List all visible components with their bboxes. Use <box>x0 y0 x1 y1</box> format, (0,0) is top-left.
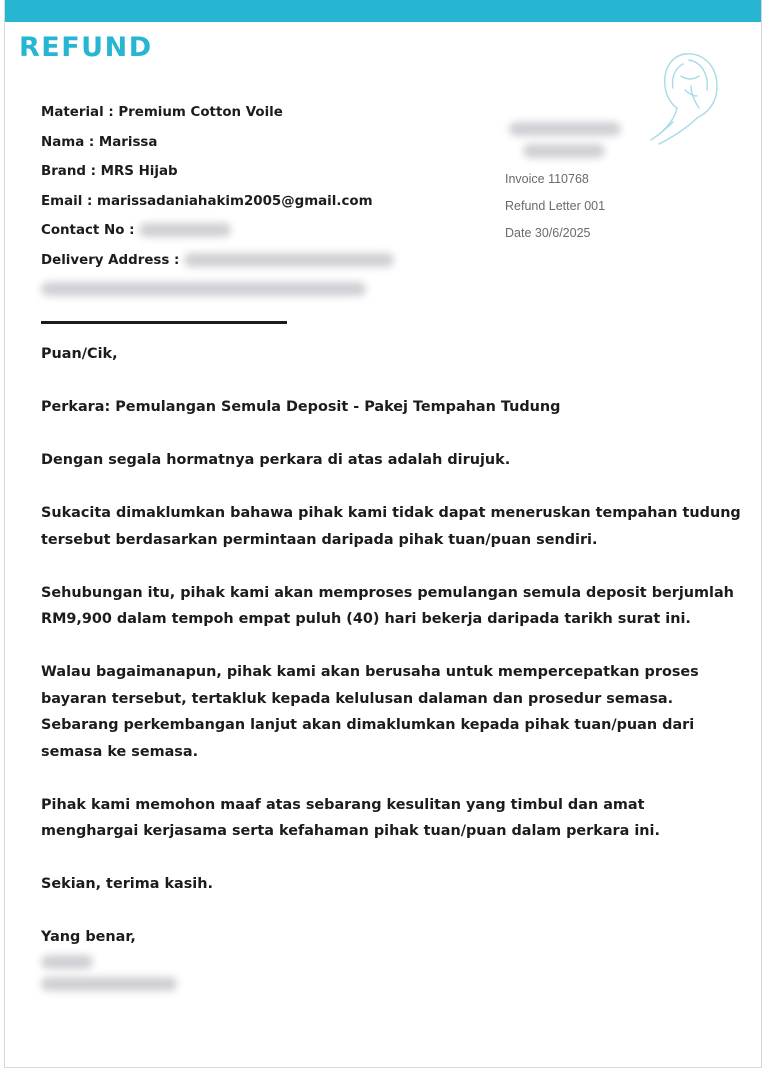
redacted-address-line-1 <box>184 253 394 267</box>
refund-letter-page <box>4 0 762 1068</box>
invoice-info <box>505 122 621 247</box>
subject-line: Perkara: Pemulangan Semula Deposit - Pakej Tempahan Tudung <box>41 399 561 415</box>
refund-letter-number: Refund Letter 001 <box>505 199 606 213</box>
address-label: Delivery Address : <box>41 252 180 268</box>
redacted-signer-name <box>41 955 93 969</box>
customer-details <box>41 98 394 305</box>
hijab-woman-line-icon <box>645 46 727 150</box>
section-divider <box>41 321 287 324</box>
salutation: Puan/Cik, <box>41 346 118 362</box>
redacted-contact-number <box>139 223 231 237</box>
brand-line: Brand : MRS Hijab <box>41 164 178 179</box>
address-line <box>41 246 394 276</box>
redacted-company-subtitle <box>523 144 605 158</box>
paragraph-5: Pihak kami memohon maaf atas sebarang kesulitan yang timbul dan amat menghargai kerjasama serta kefahaman pihak tuan/puan dalam perkara ini. <box>41 796 660 839</box>
contact-line <box>41 216 394 246</box>
name-line: Nama : Marissa <box>41 134 158 150</box>
redacted-address-line-2 <box>41 282 366 296</box>
material-line: Material : Premium Cotton Voile <box>41 105 283 120</box>
letter-body <box>41 341 741 999</box>
closing-line: Yang benar, <box>41 929 136 945</box>
invoice-number: Invoice 110768 <box>505 172 589 186</box>
address-line-2 <box>41 275 394 305</box>
redacted-company-name <box>509 122 621 136</box>
redacted-signer-title <box>41 977 177 991</box>
contact-label: Contact No : <box>41 223 135 238</box>
document-title: REFUND <box>19 32 153 63</box>
signature-block <box>41 955 741 991</box>
paragraph-3: Sehubungan itu, pihak kami akan memproses pemulangan semula deposit berjumlah RM9,900 dalam tempoh empat puluh (40) hari bekerja daripada tarikh surat ini. <box>41 584 734 627</box>
paragraph-1: Dengan segala hormatnya perkara di atas adalah dirujuk. <box>41 452 511 468</box>
paragraph-2: Sukacita dimaklumkan bahawa pihak kami tidak dapat meneruskan tempahan tudung tersebut berdasarkan permintaan daripada pihak tuan/puan sendiri. <box>41 505 741 548</box>
top-accent-bar <box>5 0 761 22</box>
email-line: Email : marissadaniahakim2005@gmail.com <box>41 193 373 209</box>
letter-date: Date 30/6/2025 <box>505 226 591 240</box>
thanks-line: Sekian, terima kasih. <box>41 876 213 892</box>
paragraph-4: Walau bagaimanapun, pihak kami akan berusaha untuk mempercepatkan proses bayaran tersebut, tertakluk kepada kelulusan dalaman dan prosedur semasa. Sebarang perkembangan lanjut akan dimaklumkan kepada pihak tuan/puan dari semasa ke semasa. <box>41 664 699 760</box>
